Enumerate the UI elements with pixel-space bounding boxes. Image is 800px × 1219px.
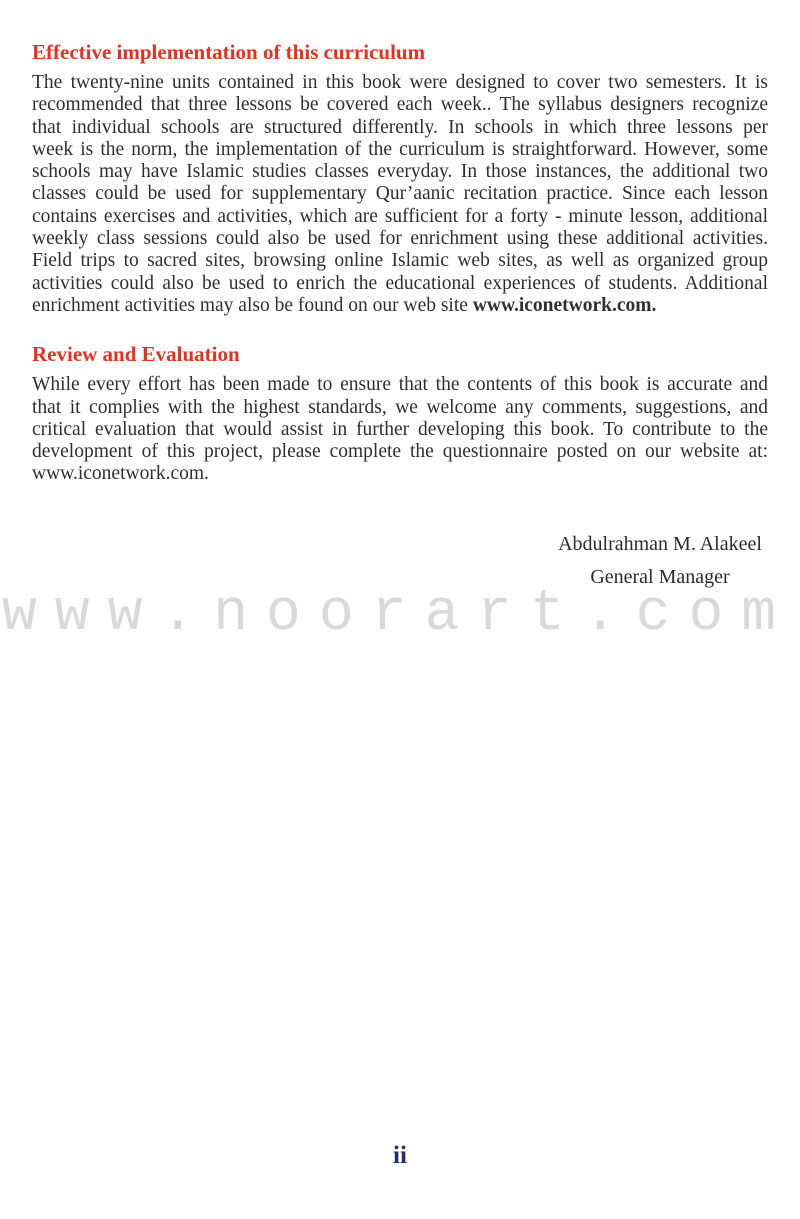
page-number: ii xyxy=(393,1142,407,1169)
paragraph-last-line: enrichment activities may also be found on our web site www.iconetwork.com. xyxy=(32,294,657,316)
paragraph-implementation xyxy=(32,72,768,317)
paragraph-line: recommended that three lessons be covered each week.. The syllabus designers recognize xyxy=(32,94,768,116)
paragraph-line: contains exercises and activities, which are sufficient for a forty - minute lesson, additional xyxy=(32,205,768,227)
signature-name: Abdulrahman M. Alakeel xyxy=(558,532,762,555)
paragraph-line: that individual schools are structured differently. In schools in which three lessons per xyxy=(32,116,768,138)
paragraph-line: activities could also be used to enrich the educational experiences of students. Additional xyxy=(32,272,768,294)
watermark-text: www.noorart.com xyxy=(2,582,795,647)
paragraph-last-line: www.iconetwork.com. xyxy=(32,463,209,485)
paragraph-line: development of this project, please complete the questionnaire posted on our website at: xyxy=(32,441,768,463)
paragraph-line: The twenty-nine units contained in this book were designed to cover two semesters. It is xyxy=(32,72,768,93)
paragraph-line: classes could be used for supplementary Qur’aanic recitation practice. Since each lesson xyxy=(32,183,768,205)
paragraph-review xyxy=(32,374,768,485)
section-heading-implementation: Effective implementation of this curriculum xyxy=(32,40,426,64)
paragraph-line: While every effort has been made to ensure that the contents of this book is accurate and xyxy=(32,374,768,396)
website-url-text: www.iconetwork.com. xyxy=(472,294,657,316)
section-implementation xyxy=(32,40,768,317)
paragraph-line: week is the norm, the implementation of the curriculum is straightforward. However, some xyxy=(32,138,768,160)
paragraph-line: schools may have Islamic studies classes everyday. In those instances, the additional two xyxy=(32,161,768,183)
paragraph-line: weekly class sessions could also be used for enrichment using these additional activities. xyxy=(32,228,768,250)
page-content xyxy=(0,40,800,594)
section-review xyxy=(32,342,768,485)
paragraph-line: that it complies with the highest standards, we welcome any comments, suggestions, and xyxy=(32,396,768,418)
paragraph-line: critical evaluation that would assist in further developing this book. To contribute to the xyxy=(32,418,768,440)
section-heading-review: Review and Evaluation xyxy=(32,342,240,367)
signature-block xyxy=(552,528,768,594)
signature-title: General Manager xyxy=(590,565,730,588)
paragraph-line: Field trips to sacred sites, browsing online Islamic web sites, as well as organized group xyxy=(32,250,768,272)
